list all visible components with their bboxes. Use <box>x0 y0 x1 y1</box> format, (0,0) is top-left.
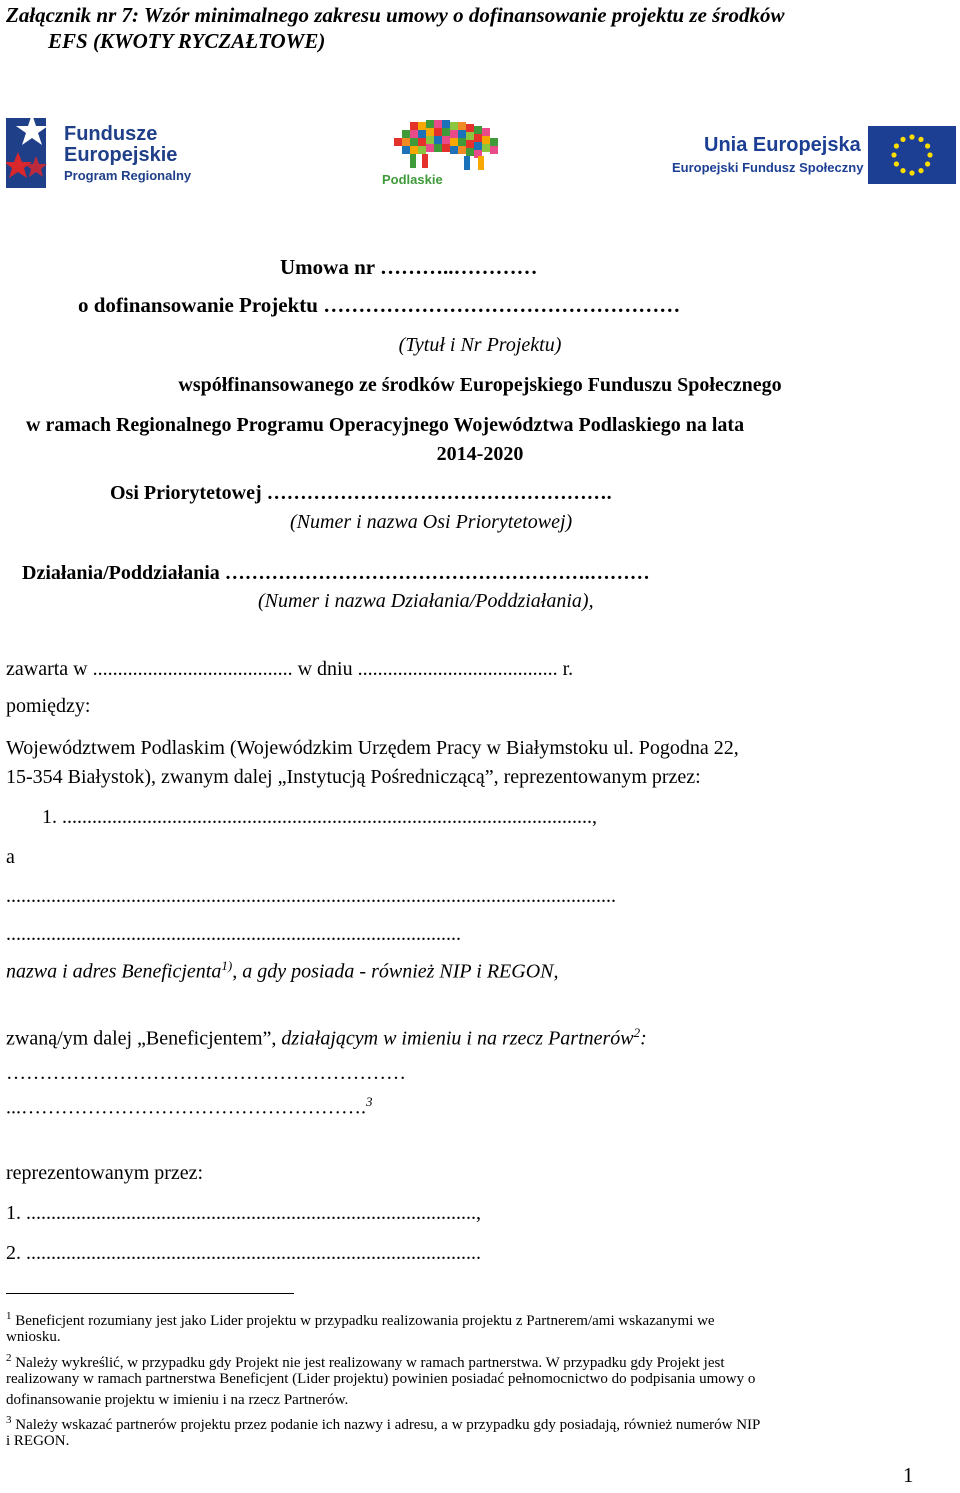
beneficiary-dots-line1: .......................................................................................................................... <box>6 885 616 907</box>
unia-europejska-logo <box>672 126 957 186</box>
representative-1: 1. .........................................................................................................., <box>42 806 597 828</box>
beneficiary-hint: nazwa i adres Beneficjenta$^{1)}$, a gdy posiada - również NIP i REGON, <box>6 958 559 983</box>
footnote-1: $^1$ Beneficjent rozumiany jest jako Lider projektu w przypadku realizowania projektu z Partnerem/ami wskazanymi we <box>6 1310 715 1329</box>
funding-line: o dofinansowanie Projektu …………………………………………… <box>78 293 681 317</box>
contract-number: Umowa nr ………..………… <box>280 255 538 279</box>
footnote-separator <box>6 1293 294 1294</box>
footnote-3-cont: i REGON. <box>6 1433 70 1449</box>
fe-name-line1: Fundusze <box>64 123 158 145</box>
voivodeship-line1: Województwem Podlaskim (Wojewódzkim Urzędem Pracy w Białymstoku ul. Pogodna 22, <box>6 737 739 759</box>
eu-flag-icon <box>868 126 956 184</box>
concluded-line: zawarta w ........................................ w dniu ........................................ r. <box>6 658 574 680</box>
voivodeship-line2: 15-354 Białystok), zwanym dalej „Instytucją Pośredniczącą”, reprezentowanym przez: <box>6 766 701 788</box>
podlaskie-logo <box>380 118 515 190</box>
called-beneficiary-line: zwaną/ym dalej „Beneficjentem”, działającym w imieniu i na rzecz Partnerów$^2$: <box>6 1025 647 1050</box>
bison-mosaic-icon <box>380 118 515 170</box>
between-label: pomiędzy: <box>6 695 91 717</box>
programme-line1: w ramach Regionalnego Programu Operacyjnego Województwa Podlaskiego na lata <box>26 414 745 436</box>
and-label: a <box>6 846 15 868</box>
represented-by-label: reprezentowanym przez: <box>6 1162 204 1184</box>
footnote-2-cont1: realizowany w ramach partnerstwa Beneficjent (Lider projektu) powinien posiadać pełnomocnictwo do podpisania umowy o <box>6 1371 756 1387</box>
fundusze-europejskie-logo <box>6 112 206 192</box>
project-title-hint: (Tytuł i Nr Projektu) <box>398 334 562 356</box>
measure-hint: (Numer i nazwa Działania/Poddziałania), <box>258 590 594 612</box>
ue-name-line2: Europejski Fundusz Społeczny <box>672 160 864 175</box>
annex-title-line1: Załącznik nr 7: Wzór minimalnego zakresu umowy o dofinansowanie projektu ze środków <box>6 3 785 27</box>
fe-star-icon <box>6 112 54 192</box>
page-number: 1 <box>903 1463 914 1487</box>
footnote-1-cont: wniosku. <box>6 1329 61 1345</box>
programme-line2: 2014-2020 <box>436 443 524 465</box>
footnote-2-cont2: dofinansowanie projektu w imieniu i na rzecz Partnerów. <box>6 1392 349 1408</box>
measure-line: Działania/Poddziałania ……………………………………………….……… <box>22 562 650 584</box>
priority-axis: Osi Priorytetowej ……………………………………………. <box>110 482 612 504</box>
footnote-3: $^3$ Należy wskazać partnerów projektu przez podanie ich nazwy i adresu, a w przypadku gdy posiadają, również numerów NIP <box>6 1414 761 1433</box>
podlaskie-label: Podlaskie <box>382 172 443 187</box>
annex-title-line2: EFS (KWOTY RYCZAŁTOWE) <box>48 29 326 53</box>
footnote-2: $^2$ Należy wykreślić, w przypadku gdy Projekt nie jest realizowany w ramach partnerstwa. W przypadku gdy Projekt jest <box>6 1352 725 1371</box>
priority-axis-hint: (Numer i nazwa Osi Priorytetowej) <box>290 511 573 533</box>
representative-2-2: 2. ........................................................................................... <box>6 1242 481 1264</box>
fe-name-line3: Program Regionalny <box>64 168 192 183</box>
partners-line2: ...…………………………………………….$^3$ <box>6 1094 373 1119</box>
representative-2-1: 1. .........................................................................................., <box>6 1202 481 1224</box>
cofinanced-line: współfinansowanego ze środków Europejskiego Funduszu Społecznego <box>178 374 782 396</box>
ue-name-line1: Unia Europejska <box>704 134 861 156</box>
partners-line1: …………………………………………………… <box>6 1062 406 1084</box>
beneficiary-dots-line2: ........................................................................................... <box>6 923 461 945</box>
fe-name-line2: Europejskie <box>64 144 178 166</box>
